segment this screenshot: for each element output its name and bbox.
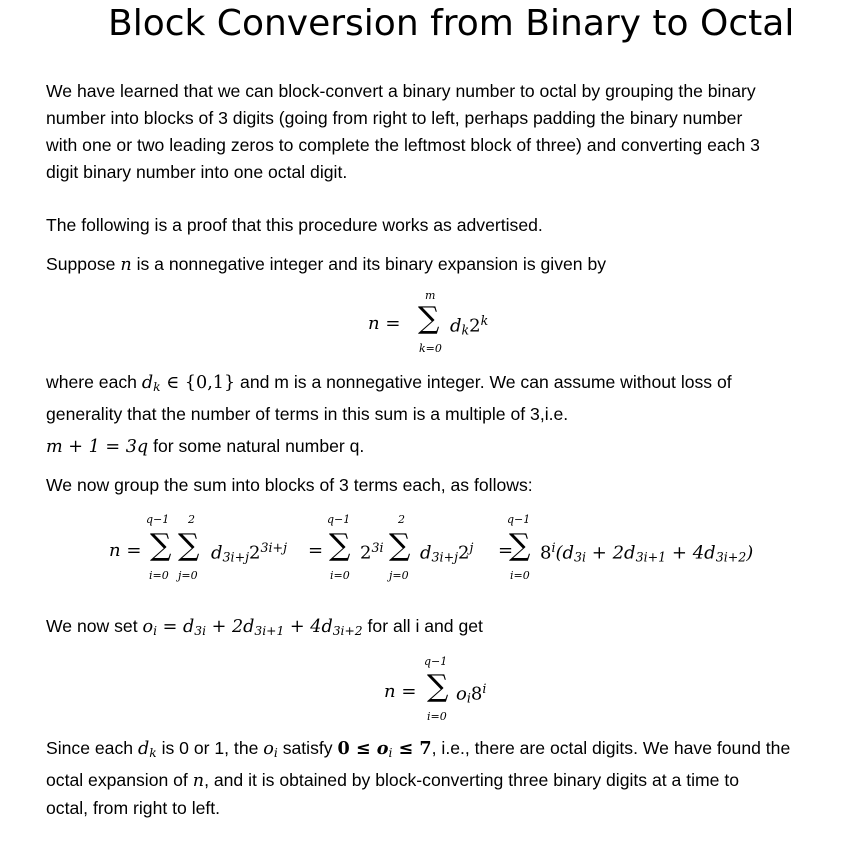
where-paragraph: where each $d_k$ ∈ {0,1} and m is a nonnegative integer. We can assume without loss of generality that the number of terms in this sum is a multiple of 3,i.e. (46, 372, 732, 425)
sigma-icon: ∑ (178, 528, 200, 563)
var-n: n (120, 255, 132, 275)
conclusion-paragraph: Since each $d_k$ is 0 or 1, the $o_i$ satisfy $0 \le o_i \le 7$, i.e., there are octal digits. We have found the octal expansion of n, and it is obtained by block-converting three binary digits at a time to octal, from right to left. (46, 738, 791, 819)
proof-intro: The following is a proof that this procedure works as advertised. (46, 215, 543, 235)
intro-line-3: with one or two leading zeros to complete the leftmost block of three) and converting each 3 (46, 135, 760, 155)
eq2-lhs: n = (109, 540, 142, 561)
set-line: We now set $o_i = d_{3i} + 2d_{3i+1} + 4d_{3i+2}$ for all i and get (46, 616, 483, 639)
mq-line: m + 1 = 3q for some natural number q. (46, 436, 365, 457)
eq1-term: $d_k2^k$ (450, 313, 489, 338)
page-title: Block Conversion from Binary to Octal (108, 3, 795, 44)
intro-line-1: We have learned that we can block-convert a binary number to octal by grouping the binary (46, 81, 756, 101)
sigma-icon: ∑ (150, 528, 172, 563)
sigma-icon: ∑ (509, 528, 531, 563)
eq1-lower-limit: k=0 (419, 342, 442, 355)
intro-line-2: number into blocks of 3 digits (going from right to left, perhaps padding the binary number (46, 108, 743, 128)
sigma-icon: ∑ (389, 528, 411, 563)
sigma-icon: ∑ (427, 669, 449, 704)
intro-line-4: digit binary number into one octal digit. (46, 162, 348, 182)
sigma-icon: ∑ (329, 528, 351, 563)
eq1-upper-limit: m (425, 289, 436, 302)
group-intro: We now group the sum into blocks of 3 terms each, as follows: (46, 475, 533, 495)
suppose-line: Suppose n is a nonnegative integer and its binary expansion is given by (46, 254, 607, 275)
sigma-icon: ∑ (418, 301, 440, 336)
eq1-lhs: n = (368, 313, 401, 334)
intro-paragraph (46, 78, 760, 186)
